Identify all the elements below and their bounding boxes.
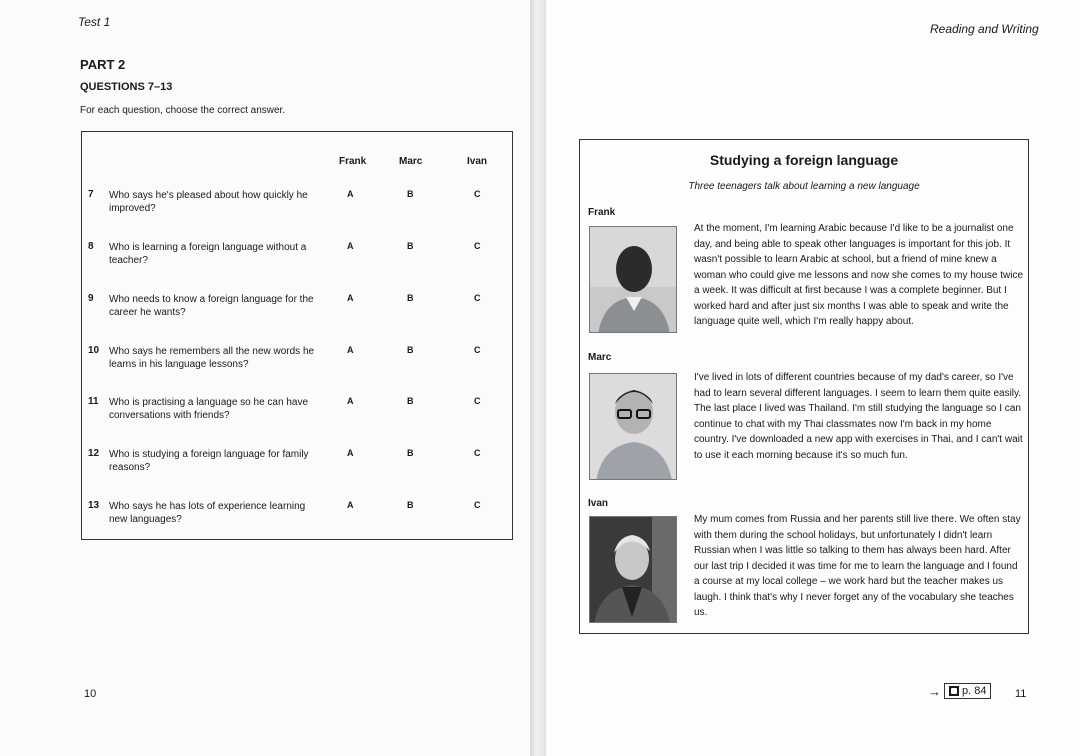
- question-text: Who says he has lots of experience learning new languages?: [109, 501, 306, 525]
- option-a[interactable]: A: [347, 500, 354, 510]
- portrait-photo-marc: [589, 373, 677, 480]
- paragraph-frank: At the moment, I'm learning Arabic because I'd like to be a journalist one day, and being able to speak other languages is important for this job. It wasn't possible to learn Arabic at school, but a friend of mine knew a woman who could give me lessons and now she comes to my house twice a week. It was difficult at first because I was a complete beginner. But I worked hard and after just six months I was able to speak and write the language quite well, which I'm really happy about.: [694, 223, 1024, 327]
- option-b[interactable]: B: [407, 345, 414, 355]
- questions-title: QUESTIONS 7–13: [80, 81, 173, 93]
- question-row: [82, 396, 512, 436]
- option-a[interactable]: A: [347, 448, 354, 458]
- option-b[interactable]: B: [407, 448, 414, 458]
- answer-key-icon: [949, 686, 959, 696]
- question-text: Who is studying a foreign language for family reasons?: [109, 449, 309, 473]
- question-number: 13: [88, 500, 100, 511]
- option-b[interactable]: B: [407, 500, 414, 510]
- option-b[interactable]: B: [407, 293, 414, 303]
- question-text: Who is learning a foreign language without a teacher?: [109, 242, 307, 266]
- question-number: 9: [88, 293, 94, 304]
- question-row: [82, 448, 512, 488]
- portrait-photo-frank: [589, 226, 677, 333]
- option-b[interactable]: B: [407, 396, 414, 406]
- running-head-left: Test 1: [78, 15, 111, 29]
- page-number-left: 10: [84, 688, 97, 700]
- part-title: PART 2: [80, 57, 126, 72]
- option-a[interactable]: A: [347, 241, 354, 251]
- option-c[interactable]: C: [474, 345, 481, 355]
- answer-key-reference[interactable]: [928, 683, 991, 699]
- question-row: [82, 500, 512, 540]
- option-c[interactable]: C: [474, 448, 481, 458]
- option-b[interactable]: B: [407, 189, 414, 199]
- portrait-icon: [590, 227, 677, 333]
- questions-table: [81, 131, 513, 540]
- option-c[interactable]: C: [474, 241, 481, 251]
- question-number: 8: [88, 241, 94, 252]
- question-row: [82, 345, 512, 385]
- instructions: For each question, choose the correct answer.: [80, 105, 286, 116]
- option-a[interactable]: A: [347, 293, 354, 303]
- paragraph-marc: I've lived in lots of different countries because of my dad's career, so I've had to learn several different languages. I seem to learn them quite easily. The last place I lived was Thailand. I'm still studying the language so I can continue to chat with my Thai classmates now I'm back in my home country. I've downloaded a new app with exercises in Thai, and I can't wait to use it each morning because it's so much fun.: [694, 372, 1023, 461]
- portrait-icon: [590, 374, 677, 480]
- option-a[interactable]: A: [347, 396, 354, 406]
- right-page: [546, 0, 1080, 756]
- option-c[interactable]: C: [474, 396, 481, 406]
- article-subtitle: Three teenagers talk about learning a new language: [688, 181, 920, 192]
- question-number: 10: [88, 345, 100, 356]
- question-text: Who is practising a language so he can have conversations with friends?: [109, 397, 309, 421]
- person-name-marc: Marc: [588, 352, 612, 363]
- option-a[interactable]: A: [347, 345, 354, 355]
- running-head-right: Reading and Writing: [930, 22, 1039, 36]
- question-number: 11: [88, 396, 99, 407]
- reference-label: p. 84: [962, 685, 987, 697]
- article-box: [579, 139, 1029, 634]
- question-number: 7: [88, 189, 94, 200]
- left-page: [0, 0, 530, 756]
- portrait-icon: [590, 517, 677, 623]
- arrow-right-icon: →: [928, 683, 941, 699]
- question-number: 12: [88, 448, 100, 459]
- column-header-ivan: Ivan: [467, 156, 488, 167]
- person-name-frank: Frank: [588, 207, 616, 218]
- column-header-frank: Frank: [339, 156, 367, 167]
- page-number-right: 11: [1015, 688, 1027, 700]
- person-name-ivan: Ivan: [588, 498, 609, 509]
- question-text: Who needs to know a foreign language for the career he wants?: [109, 294, 314, 318]
- option-a[interactable]: A: [347, 189, 354, 199]
- question-text: Who says he remembers all the new words he learns in his language lessons?: [109, 346, 315, 370]
- paragraph-ivan: My mum comes from Russia and her parents still live there. We often stay with them during the school holidays, but unfortunately I didn't learn Russian when I was little so talking to them has always been hard. After our last trip I decided it was time for me to learn the language and I found a course at my local college – we work hard but the teacher makes us laugh. I think that's why I never forget any of the vocabulary she teaches us.: [694, 514, 1021, 618]
- option-b[interactable]: B: [407, 241, 414, 251]
- article-title: Studying a foreign language: [709, 152, 899, 168]
- option-c[interactable]: C: [474, 500, 481, 510]
- question-row: [82, 241, 512, 281]
- question-row: [82, 293, 512, 333]
- reference-box[interactable]: [944, 683, 991, 699]
- option-c[interactable]: C: [474, 293, 481, 303]
- book-gutter: [530, 0, 546, 756]
- column-header-marc: Marc: [399, 156, 423, 167]
- portrait-photo-ivan: [589, 516, 677, 623]
- option-c[interactable]: C: [474, 189, 481, 199]
- question-text: Who says he's pleased about how quickly he improved?: [109, 190, 308, 214]
- question-row: [82, 189, 512, 229]
